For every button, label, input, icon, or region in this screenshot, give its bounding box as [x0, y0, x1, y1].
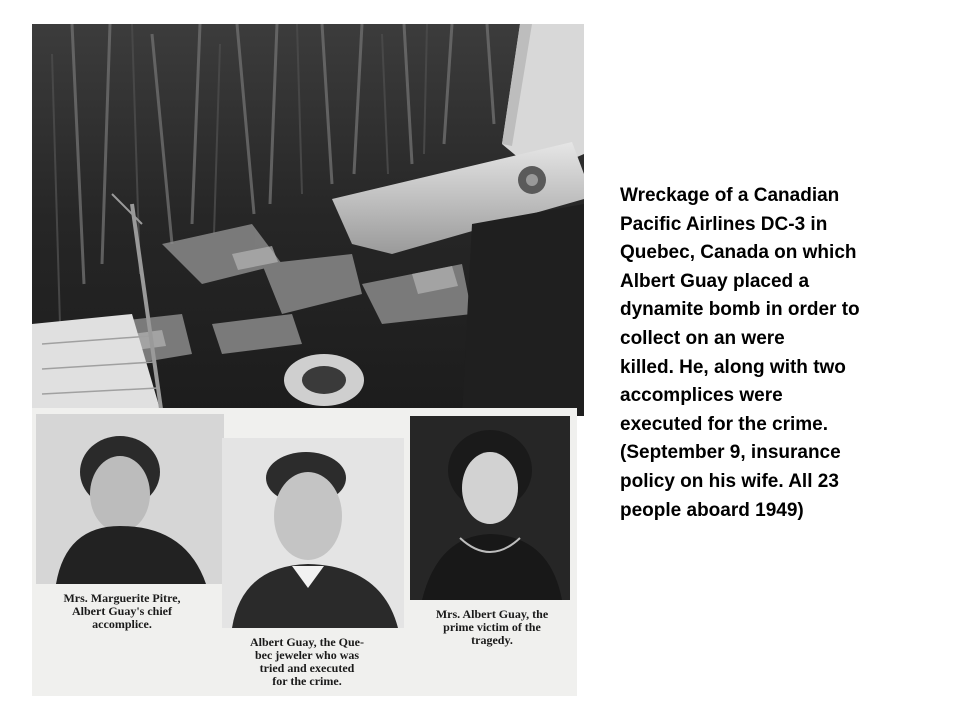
portrait-image — [36, 414, 224, 584]
description-line: people aboard 1949) — [620, 499, 804, 521]
description-line: dynamite bomb in order to — [620, 299, 860, 321]
caption-marguerite-pitre: Mrs. Marguerite Pitre, Albert Guay's chief accomplice. — [63, 591, 181, 631]
portrait-albert-guay — [222, 438, 404, 628]
wreckage-photo-image — [32, 24, 584, 416]
description-line: accomplices were — [620, 385, 783, 407]
portrait-image — [222, 438, 404, 628]
portrait-marguerite-pitre — [36, 414, 224, 584]
portrait-image — [410, 416, 570, 600]
description-line: Wreckage of a Canadian — [620, 185, 840, 206]
description-line: policy on his wife. All 23 — [620, 470, 839, 492]
description-line: executed for the crime. — [620, 413, 829, 435]
description-line: Quebec, Canada on which — [620, 242, 857, 264]
description-line: Pacific Airlines DC-3 in — [620, 213, 828, 235]
description-line: collect on an were — [620, 327, 785, 349]
portraits-panel — [32, 408, 577, 696]
portrait-mrs-albert-guay — [410, 416, 570, 600]
caption-albert-guay: Albert Guay, the Que- bec jeweler who was tried and executed for the crime. — [250, 635, 364, 688]
description-line: killed. He, along with two — [620, 356, 846, 378]
description-text — [620, 182, 940, 525]
description-line: Albert Guay placed a — [620, 270, 810, 292]
wreckage-photo — [32, 24, 584, 416]
description-line: (September 9, insurance — [620, 442, 841, 464]
caption-mrs-albert-guay: Mrs. Albert Guay, the prime victim of the tragedy. — [435, 607, 549, 647]
